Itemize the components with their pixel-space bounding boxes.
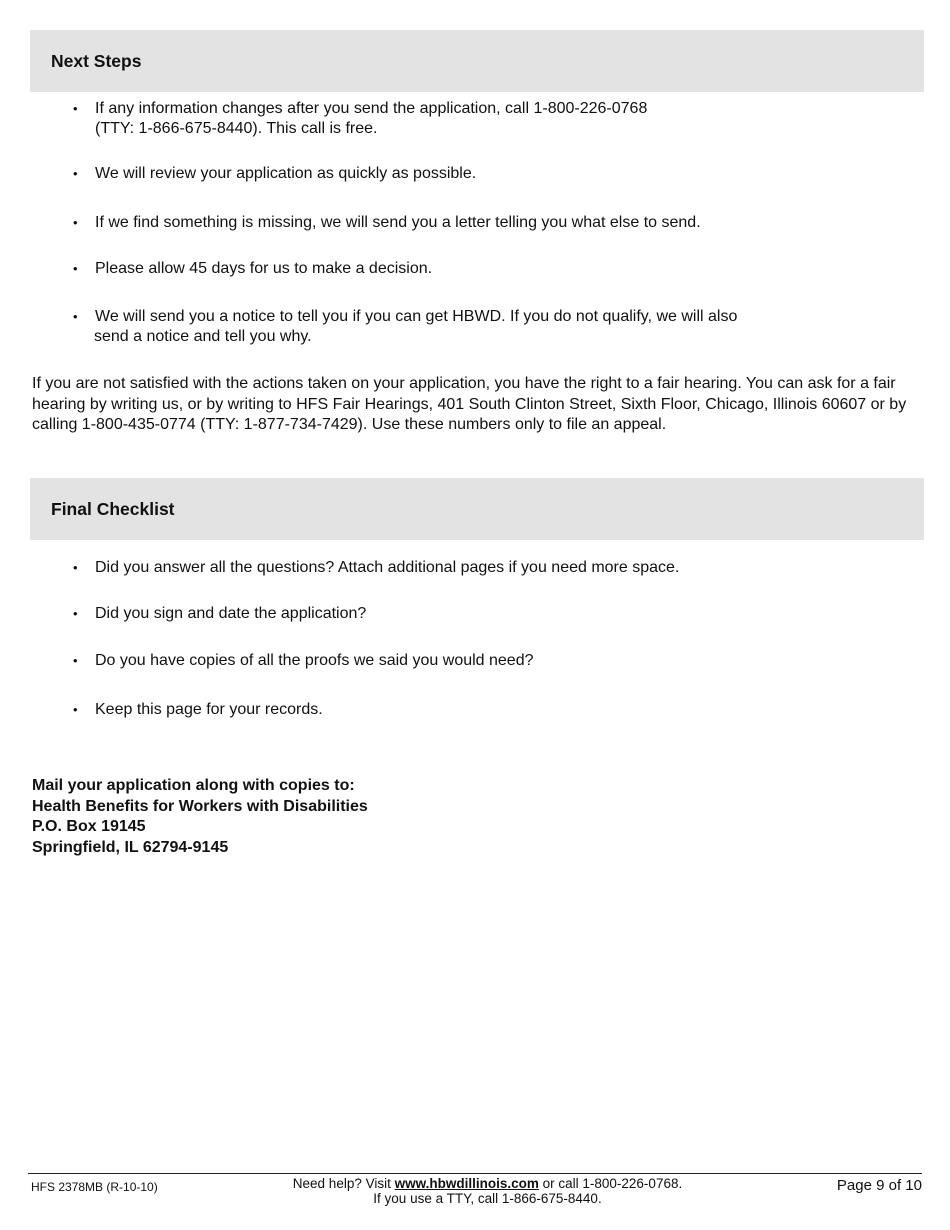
form-id: HFS 2378MB (R-10-10) [31,1180,158,1194]
mail-city-zip: Springfield, IL 62794-9145 [32,838,229,856]
list-item-text: We will send you a notice to tell you if you can get HBWD. If you do not qualify, we will also [95,308,738,325]
list-item-text: send a notice and tell you why. [94,328,312,345]
list-item-text: We will review your application as quickly as possible. [95,165,477,182]
checklist-item-text: Do you have copies of all the proofs we said you would need? [95,652,534,669]
next-steps-header [30,30,924,92]
checklist-item-text: Did you sign and date the application? [95,605,367,622]
bullet-icon: • [73,606,78,621]
bullet-icon: • [73,309,78,324]
footer-help [230,1176,745,1206]
final-checklist-header [30,478,924,540]
list-item-text: If any information changes after you send the application, call 1-800-226-0768 [95,100,648,117]
bullet-icon: • [73,101,78,116]
next-steps-title: Next Steps [51,51,142,71]
mail-instruction: Mail your application along with copies to: [32,777,355,794]
footer-divider [28,1173,922,1174]
list-item-text: If we find something is missing, we will send you a letter telling you what else to send. [95,214,701,231]
mailing-address [32,776,368,858]
list-item-text: Please allow 45 days for us to make a decision. [95,260,433,277]
page-number: Page 9 of 10 [836,1177,922,1194]
mail-recipient: Health Benefits for Workers with Disabilities [32,797,368,815]
bullet-icon: • [73,166,78,181]
help-prefix: Need help? Visit [292,1176,395,1191]
final-checklist-title: Final Checklist [51,499,175,519]
mail-po-box: P.O. Box 19145 [32,818,146,835]
checklist-item-text: Keep this page for your records. [95,701,323,718]
bullet-icon: • [73,702,78,717]
bullet-icon: • [73,215,78,230]
checklist-item-text: Did you answer all the questions? Attach additional pages if you need more space. [95,559,680,576]
list-item-text: (TTY: 1-866-675-8440). This call is free. [95,120,378,137]
bullet-icon: • [73,560,78,575]
tty-line: If you use a TTY, call 1-866-675-8440. [373,1191,602,1206]
help-suffix: or call 1-800-226-0768. [538,1176,683,1191]
website-link[interactable]: www.hbwdillinois.com [394,1176,539,1191]
appeal-paragraph: If you are not satisfied with the actions taken on your application, you have the right to a fair hearing. You can ask for a fair hearing by writing us, or by writing to HFS Fair Hearings, 401 South Clinton Street, Sixth Floor, Chicago, Illinois 60607 or by calling 1-800-435-0774 (TTY: 1-877-734-7429). Use these numbers only to file an appeal. [32,375,907,433]
bullet-icon: • [73,653,78,668]
bullet-icon: • [73,261,78,276]
